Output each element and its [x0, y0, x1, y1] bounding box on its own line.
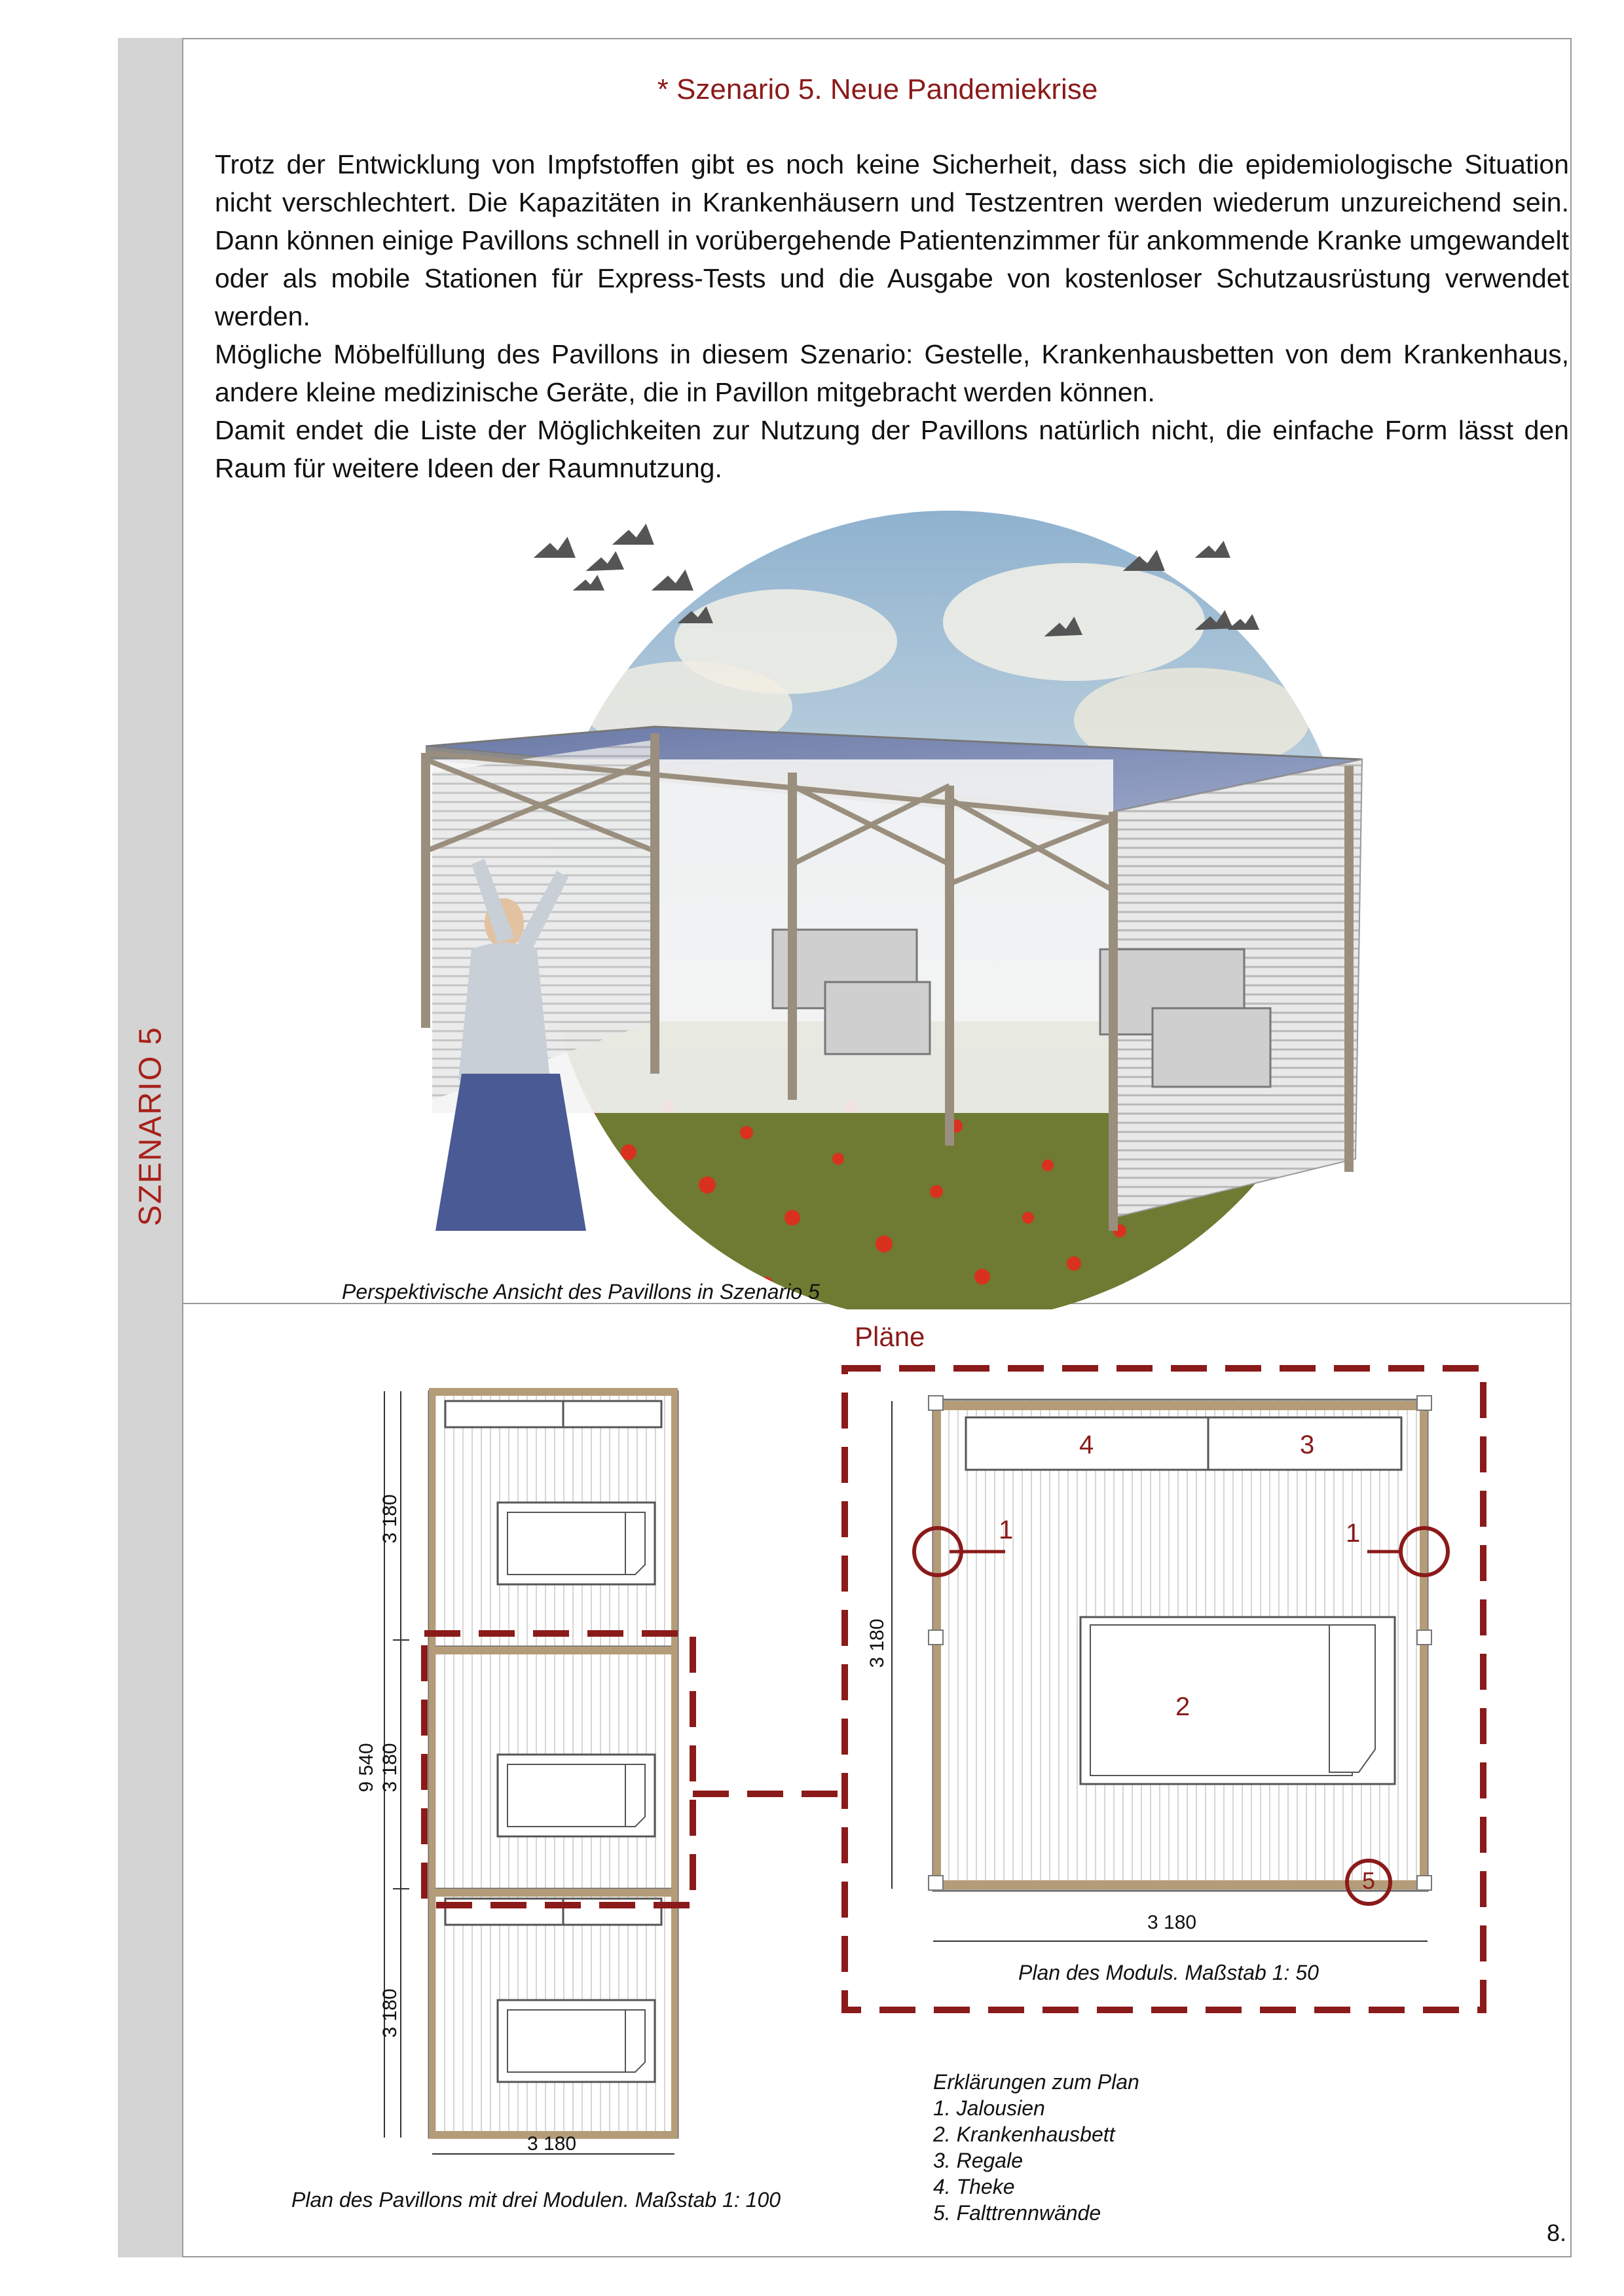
marker-shelves: 3 [1300, 1430, 1315, 1459]
legend-item: 1. Jalousien [933, 2096, 1045, 2120]
plan-legend [933, 2069, 1139, 2226]
page-title: * Szenario 5. Neue Pandemiekrise [657, 73, 1098, 105]
legend-title: Erklärungen zum Plan [933, 2070, 1139, 2094]
perspective-caption: Perspektivische Ansicht des Pavillons in Szenario 5 [342, 1280, 820, 1303]
legend-item: 5. Falttrennwände [933, 2201, 1101, 2225]
dim-module-3: 3 180 [379, 1988, 401, 2038]
marker-folding-wall: 5 [1362, 1867, 1376, 1894]
hospital-bed [1080, 1617, 1395, 1784]
dim-width-module: 3 180 [1147, 1912, 1197, 1933]
marker-counter: 4 [1079, 1430, 1094, 1459]
side-label: SZENARIO 5 [133, 1026, 168, 1226]
left-plan-caption: Plan des Pavillons mit drei Modulen. Maßstab 1: 100 [291, 2188, 781, 2212]
legend-item: 3. Regale [933, 2149, 1023, 2172]
dim-module-2: 3 180 [379, 1743, 401, 1793]
marker-right-louver: 1 [1346, 1519, 1361, 1548]
paragraph-1: Trotz der Entwicklung von Impfstoffen gibt es noch keine Sicherheit, dass sich die epidemiologische Situation nicht verschlechtert. Die Kapazitäten in Krankenhäusern und Testzentren werden wiederum unzureichend sein. Dann können einige Pavillons schnell in vorübergehende Patientenzimmer für ankommende Kranke umgewandelt oder als mobile Stationen für Express-Tests und die Ausgabe von kostenloser Schutzausrüstung verwendet werden. [215, 149, 1569, 331]
dim-total: 9 540 [356, 1743, 377, 1793]
marker-bed: 2 [1175, 1692, 1190, 1721]
paragraph-3: Damit endet die Liste der Möglichkeiten zur Nutzung der Pavillons natürlich nicht, die einfache Form lässt den Raum für weitere Ideen der Raumnutzung. [215, 415, 1569, 483]
plans-heading: Pläne [855, 1321, 925, 1352]
dim-width-left: 3 180 [527, 2133, 577, 2155]
legend-item: 4. Theke [933, 2175, 1015, 2198]
dim-height-module: 3 180 [866, 1618, 888, 1668]
module-plan-caption: Plan des Moduls. Maßstab 1: 50 [1018, 1961, 1319, 1984]
dim-module-1: 3 180 [379, 1494, 401, 1544]
page-number: 8. [1546, 2219, 1566, 2246]
legend-item: 2. Krankenhausbett [933, 2123, 1115, 2146]
paragraph-2: Mögliche Möbelfüllung des Pavillons in diesem Szenario: Gestelle, Krankenhausbetten von dem Krankenhaus, andere kleine medizinische Geräte, die in Pavillon mitgebracht werden können. [215, 339, 1569, 407]
marker-left-louver: 1 [999, 1516, 1014, 1544]
counter-and-shelves [966, 1417, 1401, 1470]
